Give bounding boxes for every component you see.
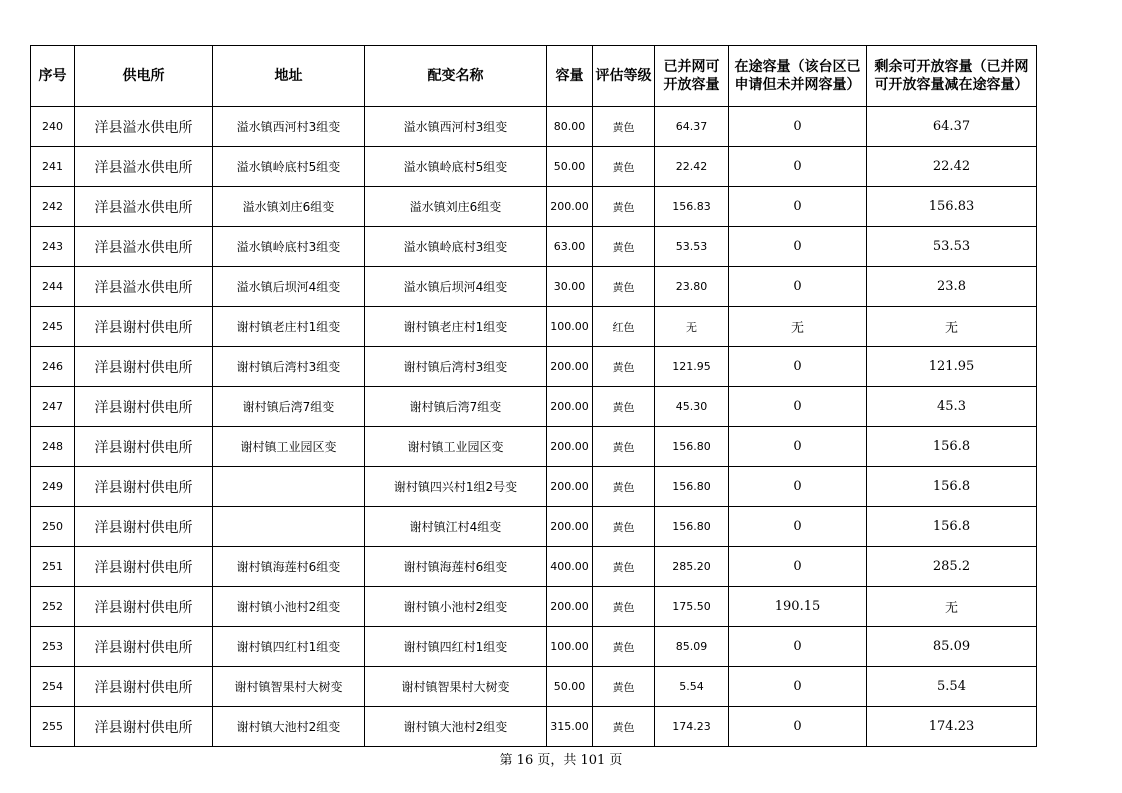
cell-level: 黄色 <box>593 627 655 667</box>
cell-in-transit: 0 <box>729 267 867 307</box>
cell-in-transit: 0 <box>729 547 867 587</box>
header-remaining: 剩余可开放容量（已并网可开放容量减在途容量） <box>867 46 1037 107</box>
cell-capacity: 200.00 <box>547 427 593 467</box>
cell-open-capacity: 85.09 <box>655 627 729 667</box>
table-header <box>31 46 1037 107</box>
cell-no: 252 <box>31 587 75 627</box>
cell-address: 谢村镇后湾7组变 <box>213 387 365 427</box>
cell-transformer: 谢村镇老庄村1组变 <box>365 307 547 347</box>
cell-in-transit: 0 <box>729 147 867 187</box>
cell-remaining: 53.53 <box>867 227 1037 267</box>
cell-level: 黄色 <box>593 427 655 467</box>
cell-station: 洋县溢水供电所 <box>75 227 213 267</box>
cell-remaining: 45.3 <box>867 387 1037 427</box>
table-row <box>31 467 1037 507</box>
cell-in-transit: 0 <box>729 427 867 467</box>
cell-address: 溢水镇刘庄6组变 <box>213 187 365 227</box>
cell-capacity: 30.00 <box>547 267 593 307</box>
cell-remaining: 22.42 <box>867 147 1037 187</box>
cell-address: 溢水镇岭底村5组变 <box>213 147 365 187</box>
table-row <box>31 587 1037 627</box>
cell-capacity: 200.00 <box>547 587 593 627</box>
cell-station: 洋县谢村供电所 <box>75 547 213 587</box>
cell-station: 洋县谢村供电所 <box>75 467 213 507</box>
cell-open-capacity: 156.80 <box>655 467 729 507</box>
cell-station: 洋县谢村供电所 <box>75 307 213 347</box>
cell-remaining: 5.54 <box>867 667 1037 707</box>
cell-address <box>213 507 365 547</box>
cell-transformer: 溢水镇岭底村3组变 <box>365 227 547 267</box>
cell-level: 黄色 <box>593 507 655 547</box>
table-row <box>31 387 1037 427</box>
cell-transformer: 溢水镇西河村3组变 <box>365 107 547 147</box>
cell-level: 黄色 <box>593 227 655 267</box>
cell-transformer: 谢村镇智果村大树变 <box>365 667 547 707</box>
cell-open-capacity: 156.83 <box>655 187 729 227</box>
cell-no: 244 <box>31 267 75 307</box>
cell-no: 251 <box>31 547 75 587</box>
table-row <box>31 147 1037 187</box>
cell-transformer: 谢村镇四兴村1组2号变 <box>365 467 547 507</box>
cell-in-transit: 0 <box>729 107 867 147</box>
table-row <box>31 427 1037 467</box>
cell-in-transit: 0 <box>729 467 867 507</box>
cell-in-transit: 0 <box>729 187 867 227</box>
table-row <box>31 667 1037 707</box>
capacity-table <box>30 45 1037 747</box>
cell-level: 黄色 <box>593 187 655 227</box>
cell-capacity: 63.00 <box>547 227 593 267</box>
cell-address: 谢村镇小池村2组变 <box>213 587 365 627</box>
cell-station: 洋县溢水供电所 <box>75 187 213 227</box>
cell-station: 洋县谢村供电所 <box>75 627 213 667</box>
cell-remaining: 285.2 <box>867 547 1037 587</box>
header-address: 地址 <box>213 46 365 107</box>
cell-no: 255 <box>31 707 75 747</box>
cell-capacity: 50.00 <box>547 147 593 187</box>
header-station: 供电所 <box>75 46 213 107</box>
cell-capacity: 400.00 <box>547 547 593 587</box>
cell-capacity: 200.00 <box>547 507 593 547</box>
cell-station: 洋县谢村供电所 <box>75 707 213 747</box>
table-row <box>31 547 1037 587</box>
cell-transformer: 谢村镇小池村2组变 <box>365 587 547 627</box>
cell-in-transit: 0 <box>729 507 867 547</box>
cell-no: 248 <box>31 427 75 467</box>
cell-station: 洋县溢水供电所 <box>75 147 213 187</box>
header-level: 评估等级 <box>593 46 655 107</box>
cell-address: 溢水镇岭底村3组变 <box>213 227 365 267</box>
cell-remaining: 174.23 <box>867 707 1037 747</box>
cell-address: 谢村镇老庄村1组变 <box>213 307 365 347</box>
cell-no: 246 <box>31 347 75 387</box>
cell-capacity: 200.00 <box>547 187 593 227</box>
cell-capacity: 315.00 <box>547 707 593 747</box>
cell-no: 249 <box>31 467 75 507</box>
cell-in-transit: 0 <box>729 667 867 707</box>
cell-transformer: 溢水镇后坝河4组变 <box>365 267 547 307</box>
table-row <box>31 107 1037 147</box>
cell-level: 黄色 <box>593 467 655 507</box>
table-row <box>31 627 1037 667</box>
cell-capacity: 200.00 <box>547 467 593 507</box>
cell-transformer: 溢水镇刘庄6组变 <box>365 187 547 227</box>
cell-transformer: 谢村镇工业园区变 <box>365 427 547 467</box>
header-no: 序号 <box>31 46 75 107</box>
cell-level: 黄色 <box>593 587 655 627</box>
cell-transformer: 谢村镇四红村1组变 <box>365 627 547 667</box>
page-footer: 第 16 页，共 101 页 <box>499 753 623 768</box>
cell-open-capacity: 121.95 <box>655 347 729 387</box>
table-row <box>31 227 1037 267</box>
cell-station: 洋县溢水供电所 <box>75 267 213 307</box>
cell-remaining: 无 <box>867 587 1037 627</box>
cell-in-transit: 0 <box>729 627 867 667</box>
table-row <box>31 707 1037 747</box>
cell-open-capacity: 174.23 <box>655 707 729 747</box>
cell-remaining: 23.8 <box>867 267 1037 307</box>
cell-open-capacity: 23.80 <box>655 267 729 307</box>
table-row <box>31 507 1037 547</box>
cell-no: 242 <box>31 187 75 227</box>
cell-address: 谢村镇智果村大树变 <box>213 667 365 707</box>
cell-address: 谢村镇工业园区变 <box>213 427 365 467</box>
cell-open-capacity: 156.80 <box>655 507 729 547</box>
cell-station: 洋县溢水供电所 <box>75 107 213 147</box>
cell-open-capacity: 64.37 <box>655 107 729 147</box>
cell-open-capacity: 22.42 <box>655 147 729 187</box>
cell-address: 溢水镇后坝河4组变 <box>213 267 365 307</box>
cell-open-capacity: 175.50 <box>655 587 729 627</box>
cell-no: 253 <box>31 627 75 667</box>
cell-station: 洋县谢村供电所 <box>75 667 213 707</box>
cell-level: 黄色 <box>593 347 655 387</box>
cell-level: 黄色 <box>593 107 655 147</box>
cell-open-capacity: 无 <box>655 307 729 347</box>
cell-level: 红色 <box>593 307 655 347</box>
cell-level: 黄色 <box>593 387 655 427</box>
cell-address <box>213 467 365 507</box>
cell-transformer: 谢村镇江村4组变 <box>365 507 547 547</box>
cell-address: 谢村镇大池村2组变 <box>213 707 365 747</box>
cell-remaining: 85.09 <box>867 627 1037 667</box>
header-transformer: 配变名称 <box>365 46 547 107</box>
cell-address: 溢水镇西河村3组变 <box>213 107 365 147</box>
cell-station: 洋县谢村供电所 <box>75 347 213 387</box>
cell-station: 洋县谢村供电所 <box>75 427 213 467</box>
table-row <box>31 347 1037 387</box>
cell-no: 240 <box>31 107 75 147</box>
cell-no: 254 <box>31 667 75 707</box>
cell-level: 黄色 <box>593 667 655 707</box>
cell-no: 245 <box>31 307 75 347</box>
table-row <box>31 267 1037 307</box>
cell-remaining: 156.83 <box>867 187 1037 227</box>
cell-station: 洋县谢村供电所 <box>75 507 213 547</box>
header-capacity: 容量 <box>547 46 593 107</box>
cell-in-transit: 0 <box>729 347 867 387</box>
cell-capacity: 100.00 <box>547 307 593 347</box>
cell-remaining: 无 <box>867 307 1037 347</box>
cell-remaining: 156.8 <box>867 507 1037 547</box>
cell-no: 247 <box>31 387 75 427</box>
cell-remaining: 121.95 <box>867 347 1037 387</box>
cell-station: 洋县谢村供电所 <box>75 387 213 427</box>
cell-capacity: 100.00 <box>547 627 593 667</box>
header-row <box>31 46 1037 107</box>
table-row <box>31 187 1037 227</box>
cell-level: 黄色 <box>593 707 655 747</box>
cell-no: 243 <box>31 227 75 267</box>
cell-in-transit: 0 <box>729 227 867 267</box>
cell-transformer: 谢村镇大池村2组变 <box>365 707 547 747</box>
cell-in-transit: 无 <box>729 307 867 347</box>
cell-open-capacity: 5.54 <box>655 667 729 707</box>
cell-no: 241 <box>31 147 75 187</box>
cell-level: 黄色 <box>593 547 655 587</box>
cell-station: 洋县谢村供电所 <box>75 587 213 627</box>
cell-level: 黄色 <box>593 267 655 307</box>
cell-capacity: 200.00 <box>547 387 593 427</box>
cell-remaining: 156.8 <box>867 467 1037 507</box>
cell-in-transit: 0 <box>729 707 867 747</box>
table-body <box>31 107 1037 747</box>
cell-address: 谢村镇海莲村6组变 <box>213 547 365 587</box>
cell-in-transit: 190.15 <box>729 587 867 627</box>
cell-level: 黄色 <box>593 147 655 187</box>
cell-open-capacity: 45.30 <box>655 387 729 427</box>
cell-open-capacity: 53.53 <box>655 227 729 267</box>
cell-transformer: 谢村镇海莲村6组变 <box>365 547 547 587</box>
cell-in-transit: 0 <box>729 387 867 427</box>
cell-open-capacity: 285.20 <box>655 547 729 587</box>
cell-transformer: 谢村镇后湾村3组变 <box>365 347 547 387</box>
cell-address: 谢村镇后湾村3组变 <box>213 347 365 387</box>
cell-transformer: 溢水镇岭底村5组变 <box>365 147 547 187</box>
cell-remaining: 64.37 <box>867 107 1037 147</box>
cell-capacity: 80.00 <box>547 107 593 147</box>
table-row <box>31 307 1037 347</box>
cell-address: 谢村镇四红村1组变 <box>213 627 365 667</box>
header-open-capacity: 已并网可开放容量 <box>655 46 729 107</box>
cell-remaining: 156.8 <box>867 427 1037 467</box>
cell-transformer: 谢村镇后湾7组变 <box>365 387 547 427</box>
header-in-transit: 在途容量（该台区已申请但未并网容量） <box>729 46 867 107</box>
cell-open-capacity: 156.80 <box>655 427 729 467</box>
cell-capacity: 50.00 <box>547 667 593 707</box>
cell-capacity: 200.00 <box>547 347 593 387</box>
cell-no: 250 <box>31 507 75 547</box>
